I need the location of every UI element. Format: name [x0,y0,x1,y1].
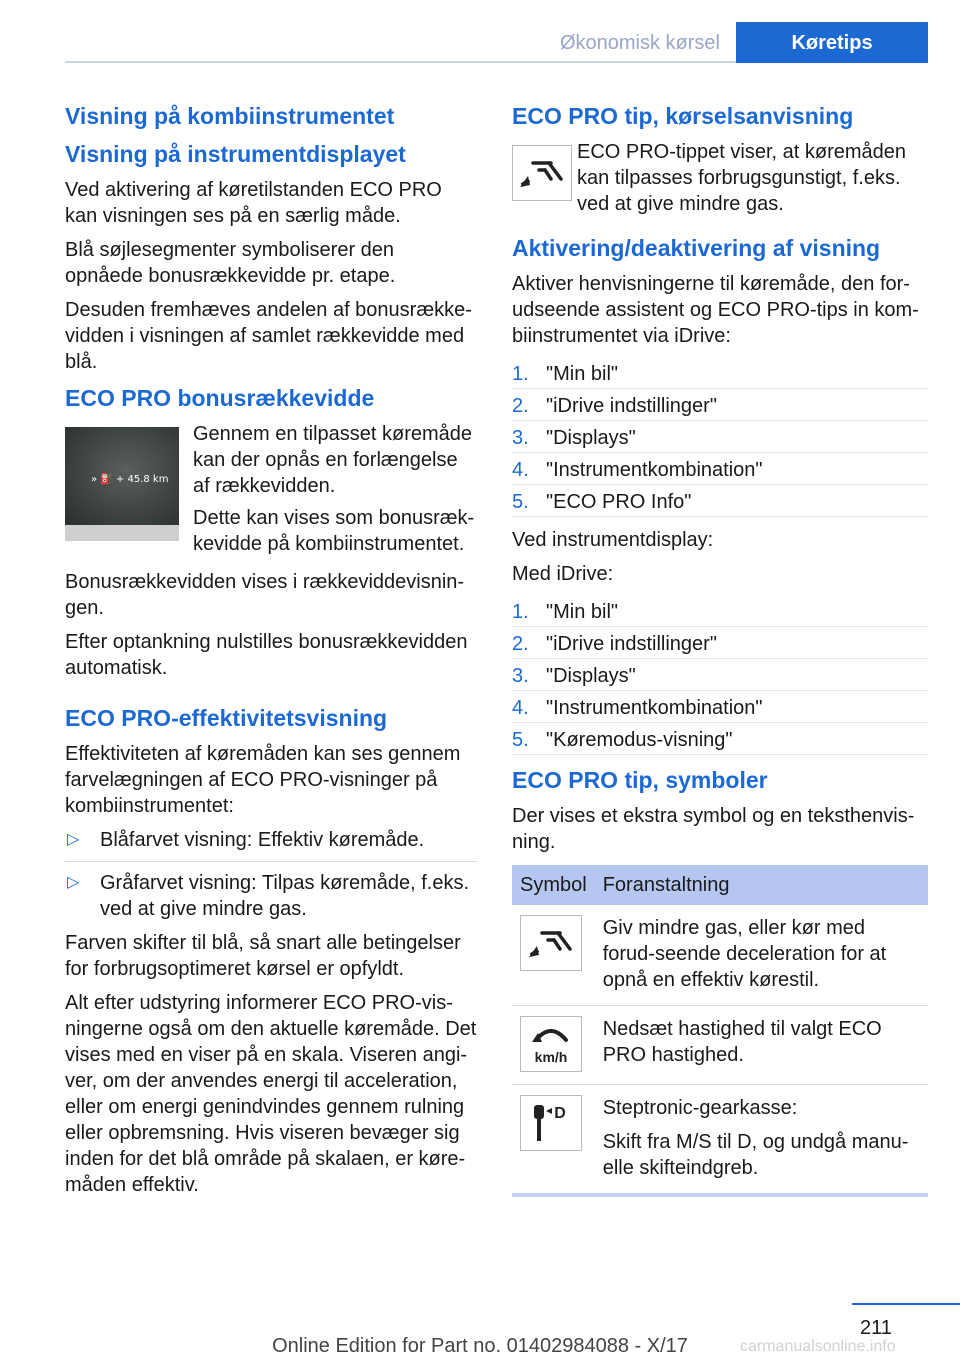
edition-footer: Online Edition for Part no. 01402984088 - X/17 [272,1335,688,1357]
header-section-label: Økonomisk kørsel [559,32,720,54]
paragraph: Der vises et ekstra symbol og en teksthenvis-ning. [512,805,915,853]
table-cell: Nedsæt hastighed til valgt ECO PRO hastighed. [595,1006,928,1085]
footer-rule [852,1303,960,1305]
list-item: 4. "Instrumentkombination" [512,691,928,723]
gear-lever-icon [520,1095,582,1151]
instrument-display-steps-list [512,595,928,755]
bonus-range-display-image [65,427,179,541]
symbols-table [512,865,928,1197]
bonus-range-readout: » ⛽ + 45.8 km [91,474,169,485]
paragraph: Dette kan vises som bonusræk-kevidde på kombiinstrumentet. [193,507,475,555]
list-item: 1. "Min bil" [512,595,928,627]
list-item: 3. "Displays" [512,421,928,453]
heading-efficiency: ECO PRO-effektivitetsvisning [65,705,388,731]
speed-unit-label: km/h [534,1049,568,1065]
left-column [65,98,477,1206]
list-item: 4. "Instrumentkombination" [512,453,928,485]
foot-off-pedal-icon [520,915,582,971]
table-row [512,1006,928,1085]
heading-activation: Aktivering/deaktivering af visning [512,235,881,261]
paragraph: Ved aktivering af køretilstanden ECO PRO kan visningen ses på en særlig måde. [65,179,442,227]
watermark: carmanualsonline.info [740,1338,896,1355]
list-item: ▷ Gråfarvet visning: Tilpas køremåde, f.eks. ved at give mindre gas. [67,872,470,920]
right-column [512,98,928,1197]
page-number: 211 [860,1317,892,1339]
table-cell: Giv mindre gas, eller kør med forud-seende deceleration for at opnå en effektiv kørestil. [595,905,928,1006]
drive-gear-label: D [554,1105,566,1122]
table-header-action: Foranstaltning [595,865,928,905]
heading-symbols: ECO PRO tip, symboler [512,767,768,793]
paragraph: Gennem en tilpasset køremåde kan der opnås en forlængelse af rækkevidden. [193,423,473,497]
table-header-symbol: Symbol [512,865,595,905]
triangle-bullet-icon: ▷ [67,874,80,891]
paragraph: Bonusrækkevidden vises i rækkeviddevisnin-gen. [65,571,465,619]
idrive-steps-list [512,357,928,517]
paragraph: Alt efter udstyring informerer ECO PRO-vis-ningerne også om den aktuelle køremåde. Det vises med en viser på en skala. Viseren angi-ver, om der anvendes energi til acceleration, eller om energi genindvindes gennem rulning eller opbremsning. Hvis viseren bevæger sig inden for det blå område på skalaen, er køre-måden effektiv. [65,992,477,1196]
foot-off-pedal-icon [512,145,572,201]
paragraph: Desuden fremhæves andelen af bonusrække-vidden i visningen af samlet rækkevidde med blå. [65,299,472,373]
list-item: 1. "Min bil" [512,357,928,389]
list-item: 2. "iDrive indstillinger" [512,627,928,659]
paragraph: Ved instrumentdisplay: [512,529,714,551]
list-item: 5. "Køremodus-visning" [512,723,928,755]
triangle-bullet-icon: ▷ [67,831,80,848]
speed-reduce-icon [520,1016,582,1072]
efficiency-list [65,827,477,922]
paragraph: Med iDrive: [512,563,614,585]
table-row [512,1085,928,1196]
table-cell: Steptronic-gearkasse: Skift fra M/S til D, og undgå manu-elle skifteindgreb. [595,1085,928,1196]
list-item: 5. "ECO PRO Info" [512,485,928,517]
list-item: ▷ Blåfarvet visning: Effektiv køremåde. [65,827,477,862]
paragraph: Efter optankning nulstilles bonusrækkevidden automatisk. [65,631,468,679]
eco-tip-text: ECO PRO-tippet viser, at køremåden kan tilpasses forbrugsgunstigt, f.eks. ved at give mindre gas. [577,141,907,215]
list-item: 3. "Displays" [512,659,928,691]
bonus-figure-row [65,421,477,563]
paragraph: Aktiver henvisningerne til køremåde, den for-udseende assistent og ECO PRO-tips in kom-biinstrumentet via iDrive: [512,273,919,347]
list-item: 2. "iDrive indstillinger" [512,389,928,421]
paragraph: Blå søjlesegmenter symboliserer den opnåede bonusrækkevidde pr. etape. [65,239,396,287]
heading-bonus-range: ECO PRO bonusrækkevidde [65,385,375,411]
table-row [512,905,928,1006]
header-chapter-tab[interactable]: Køretips [736,22,928,63]
paragraph: Farven skifter til blå, så snart alle betingelser for forbrugsoptimeret kørsel er opfyldt. [65,932,461,980]
eco-tip-row [512,139,928,217]
heading-eco-tip: ECO PRO tip, kørselsanvisning [512,103,854,129]
heading-instrument-display: Visning på instrumentdisplayet [65,141,406,167]
paragraph: Effektiviteten af køremåden kan ses gennem farvelægningen af ECO PRO-visninger på kombiinstrumentet: [65,743,461,817]
heading-main: Visning på kombiinstrumentet [65,103,395,129]
